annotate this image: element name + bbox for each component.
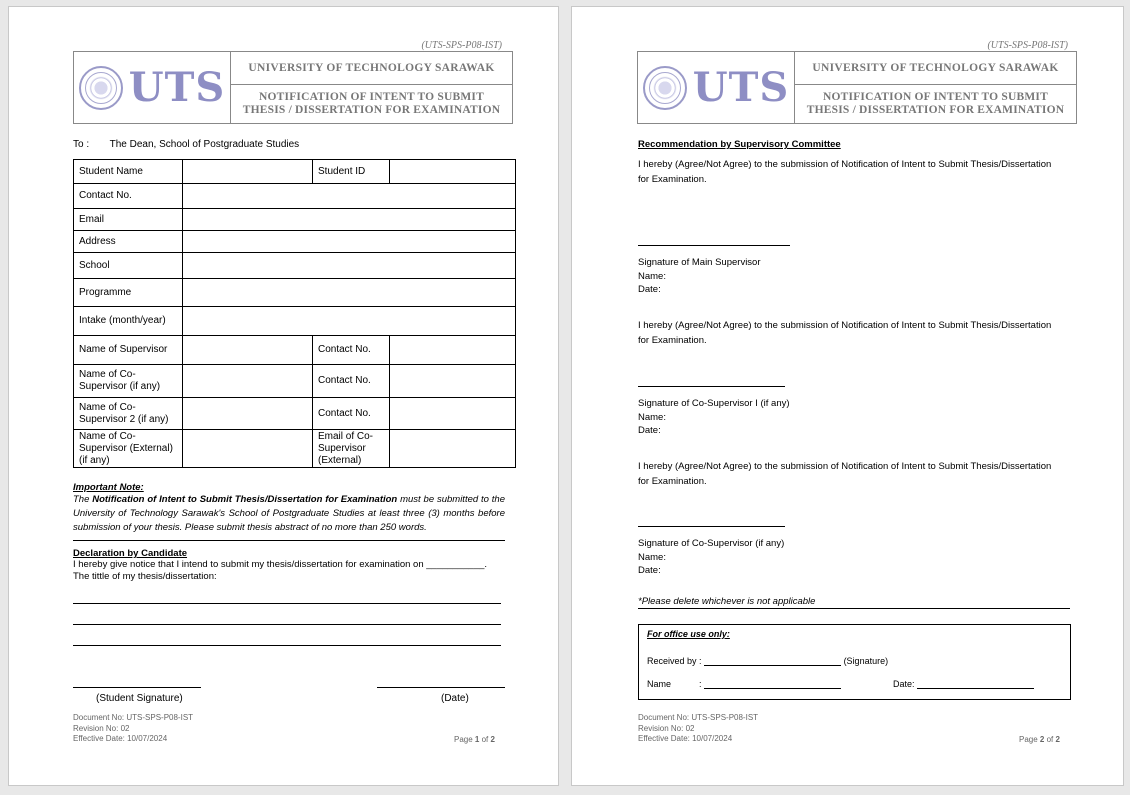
document-reference: (UTS-SPS-P08-IST) <box>987 40 1068 51</box>
office-name-line[interactable] <box>704 679 841 689</box>
date-label: (Date) <box>441 693 469 704</box>
to-value: The Dean, School of Postgraduate Studies <box>109 139 300 150</box>
page-1 <box>8 6 559 786</box>
form-title: NOTIFICATION OF INTENT TO SUBMIT THESIS / DISSERTATION FOR EXAMINATION <box>242 91 501 116</box>
co-supervisor-2-contact-field[interactable] <box>390 398 516 430</box>
intake-field[interactable] <box>183 307 516 336</box>
co-supervisor-external-field[interactable] <box>183 430 313 468</box>
form-header <box>73 51 513 124</box>
student-signature-line[interactable] <box>73 687 201 688</box>
university-logo <box>638 52 795 123</box>
co-supervisor-label: Name of Co-Supervisor (if any) <box>74 365 183 398</box>
email-field[interactable] <box>183 209 516 231</box>
student-id-field[interactable] <box>390 160 516 184</box>
email-label: Email <box>74 209 183 231</box>
student-name-field[interactable] <box>183 160 313 184</box>
delete-note: *Please delete whichever is not applicable <box>638 596 816 607</box>
thesis-title-label: The tittle of my thesis/dissertation: <box>73 571 217 582</box>
co-supervisor-external-label: Name of Co-Supervisor (External) (if any) <box>74 430 183 468</box>
page-2 <box>571 6 1124 786</box>
university-crest-icon <box>643 66 687 110</box>
delete-note-rule <box>638 608 1070 609</box>
programme-field[interactable] <box>183 279 516 307</box>
supervisor-contact-field[interactable] <box>390 336 516 365</box>
office-use-heading: For office use only: <box>647 629 730 639</box>
programme-label: Programme <box>74 279 183 307</box>
co-supervisor-statement: I hereby (Agree/Not Agree) to the submission of Notification of Intent to Submit Thesis/Dissertation for Examination. <box>638 461 1052 487</box>
main-supervisor-signature-block: Signature of Main Supervisor Name: Date: <box>638 257 761 295</box>
address-field[interactable] <box>183 231 516 253</box>
office-date-line[interactable] <box>917 679 1034 689</box>
document-reference: (UTS-SPS-P08-IST) <box>421 40 502 51</box>
university-name: UNIVERSITY OF TECHNOLOGY SARAWAK <box>795 52 1076 85</box>
co-supervisor-2-field[interactable] <box>183 398 313 430</box>
co-supervisor-contact-label: Contact No. <box>313 365 390 398</box>
contact-no-field[interactable] <box>183 184 516 209</box>
address-label: Address <box>74 231 183 253</box>
page-number: Page 1 of 2 <box>454 735 495 744</box>
form-header <box>637 51 1077 124</box>
name-row: Name : <box>647 679 841 689</box>
university-logo <box>74 52 231 123</box>
student-name-label: Student Name <box>74 160 183 184</box>
logo-text: UTS <box>128 64 226 111</box>
student-id-label: Student ID <box>313 160 390 184</box>
co-supervisor-1-signature-line[interactable] <box>638 386 785 387</box>
supervisor-field[interactable] <box>183 336 313 365</box>
school-field[interactable] <box>183 253 516 279</box>
supervisor-label: Name of Supervisor <box>74 336 183 365</box>
co-supervisor-2-label: Name of Co-Supervisor 2 (if any) <box>74 398 183 430</box>
thesis-title-line-2[interactable] <box>73 624 501 625</box>
co-supervisor-1-signature-block: Signature of Co-Supervisor I (if any) Name: Date: <box>638 398 790 436</box>
co-supervisor-field[interactable] <box>183 365 313 398</box>
important-note-heading: Important Note: <box>73 482 144 493</box>
page-1-footer: Document No: UTS-SPS-P08-IST Revision No: 02 Effective Date: 10/07/2024 <box>73 713 194 743</box>
university-crest-icon <box>79 66 123 110</box>
supervisor-contact-label: Contact No. <box>313 336 390 365</box>
co-supervisor-external-email-label: Email of Co-Supervisor (External) <box>313 430 390 468</box>
student-signature-label: (Student Signature) <box>96 693 183 704</box>
form-title: NOTIFICATION OF INTENT TO SUBMIT THESIS / DISSERTATION FOR EXAMINATION <box>806 91 1065 116</box>
main-supervisor-statement: I hereby (Agree/Not Agree) to the submission of Notification of Intent to Submit Thesis/Dissertation for Examination. <box>638 159 1052 185</box>
intake-label: Intake (month/year) <box>74 307 183 336</box>
page-2-footer: Document No: UTS-SPS-P08-IST Revision No: 02 Effective Date: 10/07/2024 <box>638 713 759 743</box>
contact-no-label: Contact No. <box>74 184 183 209</box>
addressee <box>73 139 299 150</box>
received-by-row: Received by : (Signature) <box>647 656 889 666</box>
received-by-line[interactable] <box>704 656 841 666</box>
thesis-title-line-3[interactable] <box>73 645 501 646</box>
important-note <box>73 482 505 535</box>
co-supervisor-contact-field[interactable] <box>390 365 516 398</box>
candidate-declaration <box>73 540 505 583</box>
co-supervisor-signature-line[interactable] <box>638 526 785 527</box>
to-label: To : <box>73 139 90 150</box>
office-date-row: Date: <box>893 679 1034 689</box>
declaration-heading: Declaration by Candidate <box>73 548 188 559</box>
student-details-table <box>73 159 516 468</box>
school-label: School <box>74 253 183 279</box>
page-number: Page 2 of 2 <box>1019 735 1060 744</box>
co-supervisor-2-contact-label: Contact No. <box>313 398 390 430</box>
main-supervisor-signature-line[interactable] <box>638 245 790 246</box>
date-line[interactable] <box>377 687 505 688</box>
declaration-text: I hereby give notice that I intend to submit my thesis/dissertation for examination on ___________. <box>73 559 488 570</box>
thesis-title-line-1[interactable] <box>73 603 501 604</box>
university-name: UNIVERSITY OF TECHNOLOGY SARAWAK <box>231 52 512 85</box>
recommendation-heading: Recommendation by Supervisory Committee <box>638 139 841 150</box>
important-note-body: The Notification of Intent to Submit Thesis/Dissertation for Examination must be submitted to the University of Technology Sarawak's School of Postgraduate Studies at least three (3) months before submission of your thesis. Please submit thesis abstract of no more than 250 words. <box>73 494 505 533</box>
co-supervisor-signature-block: Signature of Co-Supervisor (if any) Name: Date: <box>638 538 785 576</box>
logo-text: UTS <box>692 64 790 111</box>
co-supervisor-external-email-field[interactable] <box>390 430 516 468</box>
co-supervisor-1-statement: I hereby (Agree/Not Agree) to the submission of Notification of Intent to Submit Thesis/Dissertation for Examination. <box>638 320 1052 346</box>
office-use-box <box>638 624 1071 700</box>
